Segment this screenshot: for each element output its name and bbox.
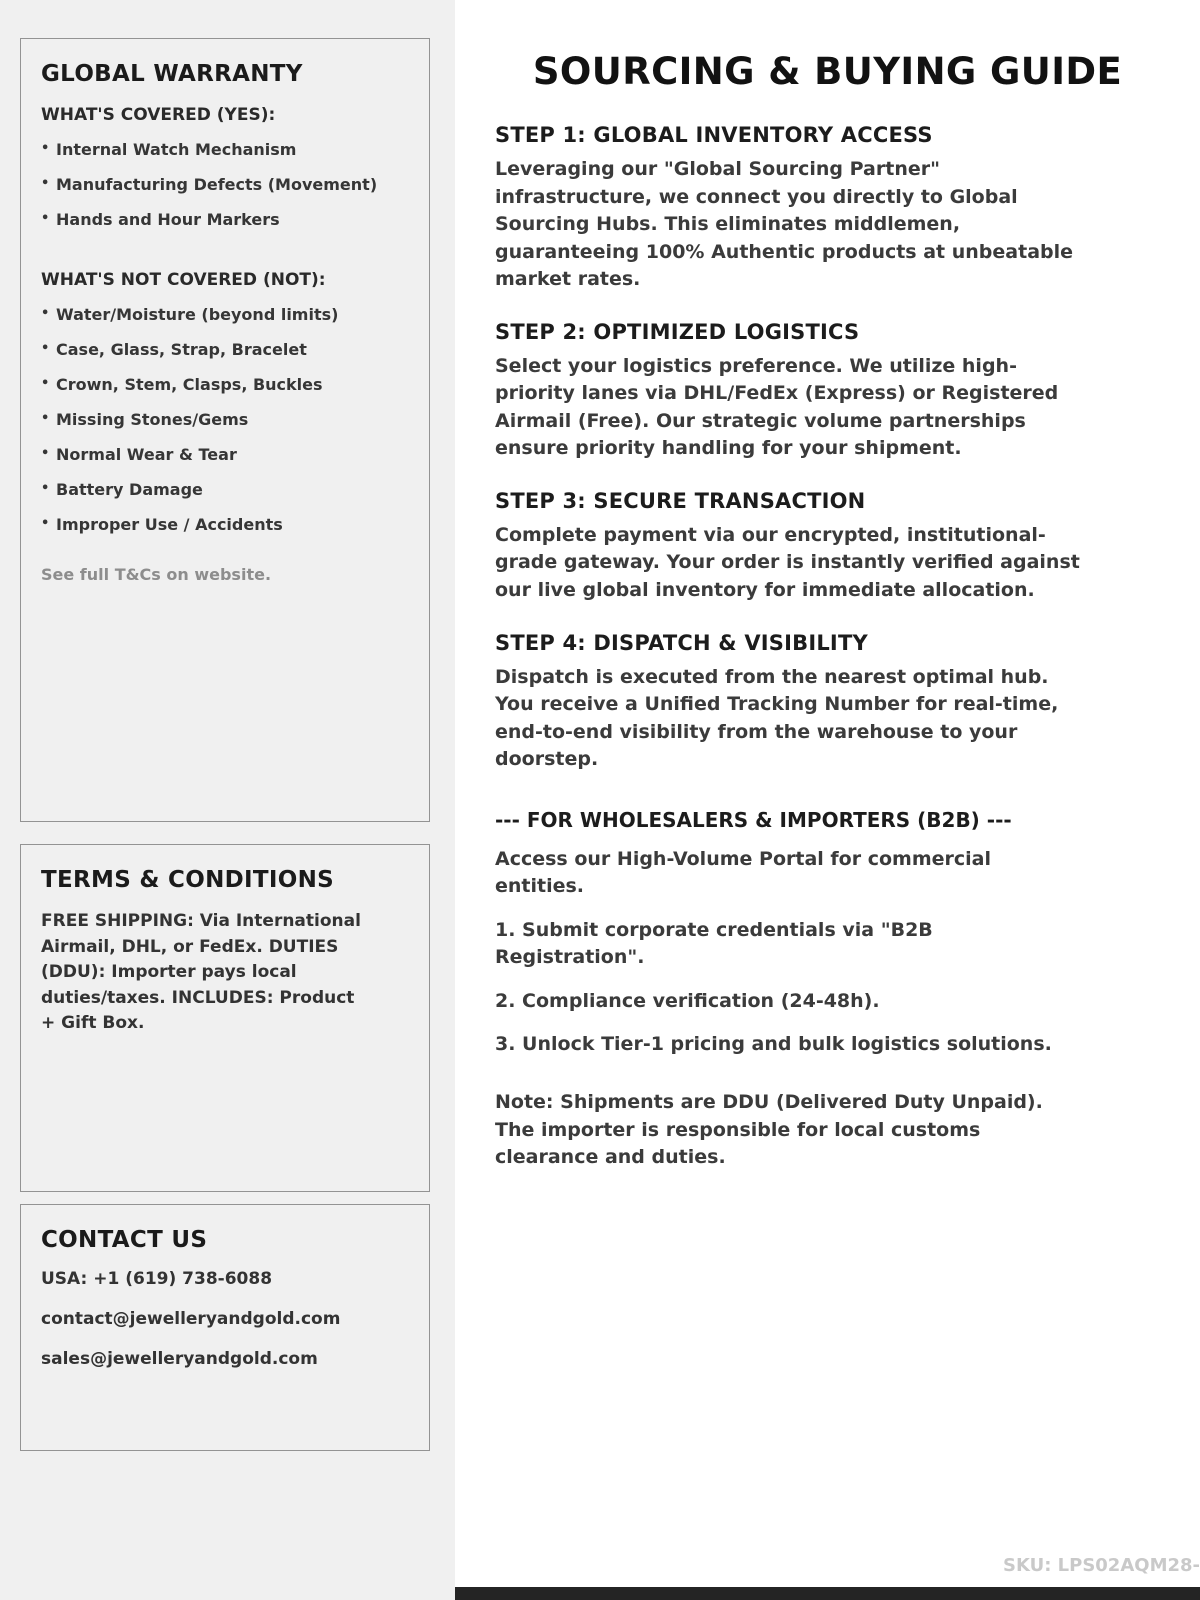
step-1-heading: STEP 1: GLOBAL INVENTORY ACCESS bbox=[495, 123, 933, 147]
step-4-body: Dispatch is executed from the nearest optimal hub. You receive a Unified Tracking Number for real-time, end-to-end visibility from the warehouse to your doorstep. bbox=[495, 665, 1059, 771]
list-item: • Improper Use / Accidents bbox=[41, 515, 409, 535]
list-item: • Normal Wear & Tear bbox=[41, 445, 409, 465]
warranty-panel bbox=[20, 38, 430, 822]
warranty-footnote: See full T&Cs on website. bbox=[41, 565, 272, 584]
step-1-section bbox=[495, 123, 1125, 294]
b2b-step-1: 1. Submit corporate credentials via "B2B Registration". bbox=[495, 918, 933, 969]
warranty-not-covered-heading: WHAT'S NOT COVERED (NOT): bbox=[41, 270, 326, 290]
page-title: SOURCING & BUYING GUIDE bbox=[532, 50, 1123, 93]
step-4-section bbox=[495, 631, 1125, 774]
b2b-step-3: 3. Unlock Tier-1 pricing and bulk logistics solutions. bbox=[495, 1033, 1052, 1056]
list-item: • Manufacturing Defects (Movement) bbox=[41, 175, 409, 195]
b2b-heading: --- FOR WHOLESALERS & IMPORTERS (B2B) --- bbox=[495, 807, 1012, 832]
contact-email-sales: sales@jewelleryandgold.com bbox=[41, 1349, 318, 1369]
warranty-title: GLOBAL WARRANTY bbox=[41, 61, 303, 87]
buying-guide bbox=[455, 0, 1200, 1600]
terms-title: TERMS & CONDITIONS bbox=[41, 867, 334, 893]
list-item: • Water/Moisture (beyond limits) bbox=[41, 305, 409, 325]
b2b-step-2: 2. Compliance verification (24-48h). bbox=[495, 989, 880, 1012]
step-1-body: Leveraging our "Global Sourcing Partner" infrastructure, we connect you directly to Global Sourcing Hubs. This eliminates middlemen, guaranteeing 100% Authentic products at unbeatable market rates. bbox=[495, 158, 1074, 291]
contact-email-primary: contact@jewelleryandgold.com bbox=[41, 1309, 341, 1329]
list-item: • Case, Glass, Strap, Bracelet bbox=[41, 340, 409, 360]
step-3-heading: STEP 3: SECURE TRANSACTION bbox=[495, 488, 866, 513]
sidebar bbox=[0, 0, 455, 1600]
b2b-intro: Access our High-Volume Portal for commercial entities. bbox=[495, 847, 991, 898]
list-item: • Internal Watch Mechanism bbox=[41, 140, 409, 160]
step-3-body: Complete payment via our encrypted, institutional-grade gateway. Your order is instantly verified against our live global inventory for immediate allocation. bbox=[495, 523, 1080, 602]
list-item: • Hands and Hour Markers bbox=[41, 210, 409, 230]
step-2-section bbox=[495, 320, 1125, 463]
list-item: • Crown, Stem, Clasps, Buckles bbox=[41, 375, 409, 395]
sku-label: SKU: LPS02AQM28- bbox=[1002, 1555, 1200, 1576]
contact-phone: USA: +1 (619) 738-6088 bbox=[41, 1269, 273, 1289]
step-2-heading: STEP 2: OPTIMIZED LOGISTICS bbox=[495, 319, 860, 344]
terms-body: FREE SHIPPING: Via International Airmail, DHL, or FedEx. DUTIES (DDU): Importer pays local duties/taxes. INCLUDES: Product + Gift Box. bbox=[41, 911, 361, 1033]
warranty-covered-heading: WHAT'S COVERED (YES): bbox=[41, 105, 276, 125]
bottom-divider-bar bbox=[455, 1587, 1200, 1600]
list-item: • Missing Stones/Gems bbox=[41, 410, 409, 430]
step-2-body: Select your logistics preference. We utilize high-priority lanes via DHL/FedEx (Express) or Registered Airmail (Free). Our strategic volume partnerships ensure priority handling for your shipment. bbox=[495, 354, 1059, 460]
list-item: • Battery Damage bbox=[41, 480, 409, 500]
step-3-section bbox=[495, 489, 1125, 605]
terms-panel bbox=[20, 844, 430, 1192]
b2b-note: Note: Shipments are DDU (Delivered Duty Unpaid). The importer is responsible for local customs clearance and duties. bbox=[495, 1091, 1043, 1169]
step-4-heading: STEP 4: DISPATCH & VISIBILITY bbox=[495, 630, 868, 655]
contact-panel bbox=[20, 1204, 430, 1451]
contact-title: CONTACT US bbox=[41, 1227, 208, 1253]
